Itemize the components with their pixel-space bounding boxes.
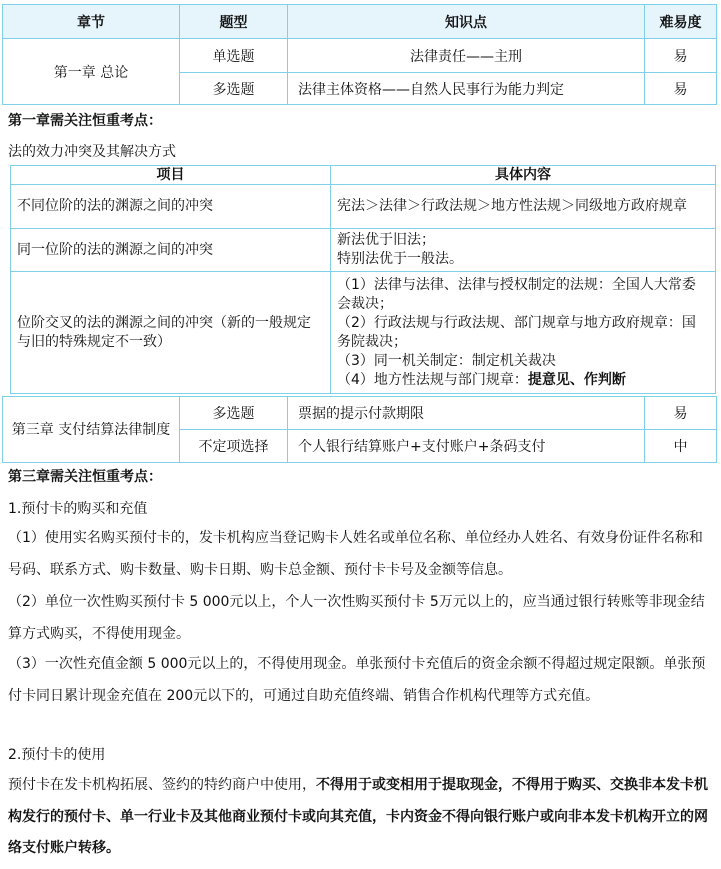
table-row — [3, 39, 717, 73]
table-row — [11, 229, 716, 272]
point-cell: 法律主体资格——自然人民事行为能力判定 — [288, 73, 645, 105]
chapter3-key-points-heading: 第三章需关注恒重考点： — [8, 469, 162, 485]
chapter1-key-points-heading: 第一章需关注恒重考点： — [8, 113, 162, 129]
point-cell: 票据的提示付款期限 — [288, 397, 645, 430]
content-cell: 宪法＞法律＞行政法规＞地方性法规＞同级地方政府规章 — [331, 185, 716, 229]
paragraph-1: （1）使用实名购买预付卡的，发卡机构应当登记购卡人姓名或单位名称、单位经办人姓名、有效身份证件名称和号码、联系方式、购卡数量、购卡日期、购卡总金额、预付卡卡号及金额等信息。 — [8, 530, 703, 578]
content-line: 新法优于旧法； — [337, 232, 435, 248]
difficulty-cell: 中 — [645, 430, 717, 463]
chapter3-summary-table — [2, 396, 717, 463]
paragraph-2: （2）单位一次性购买预付卡 5 000元以上，个人一次性购买预付卡 5万元以上的，应当通过银行转账等非现金结算方式购买，不得使用现金。 — [8, 594, 705, 642]
header-type: 题型 — [180, 5, 288, 39]
header-difficulty: 难易度 — [645, 5, 717, 39]
paragraph-3: （3）一次性充值金额 5 000元以上的，不得使用现金。单张预付卡充值后的资金余额不得超过规定限额。单张预付卡同日累计现金充值在 200元以下的，可通过自助充值终端、销售合作机构代理等方式充值。 — [8, 656, 706, 704]
header-point: 知识点 — [288, 5, 645, 39]
table-row — [11, 185, 716, 229]
chapter1-summary-table — [2, 4, 717, 105]
header-item: 项目 — [11, 166, 331, 185]
content-plain: （4）地方性法规与部门规章： — [337, 371, 528, 388]
header-chapter: 章节 — [3, 5, 180, 39]
type-cell: 多选题 — [180, 73, 288, 105]
difficulty-cell: 易 — [645, 73, 717, 105]
item-cell: 不同位阶的法的渊源之间的冲突 — [11, 185, 331, 229]
chapter-cell: 第一章 总论 — [3, 39, 180, 105]
point-cell: 个人银行结算账户+支付账户+条码支付 — [288, 430, 645, 463]
content-line: 特别法优于一般法。 — [337, 251, 463, 267]
difficulty-cell: 易 — [645, 39, 717, 73]
chapter-cell: 第三章 支付结算法律制度 — [3, 397, 180, 463]
conflict-table — [10, 165, 716, 394]
content-cell — [331, 272, 716, 394]
content-line: （3）同一机关制定：制定机关裁决 — [337, 352, 556, 369]
paragraph-4-bold: 不得用于或变相用于提取现金，不得用于购买、交换非本发卡机构发行的预付卡、单一行业卡及其他商业预付卡或向其充值，卡内资金不得向银行账户或向非本发卡机构开立的网络支付账户转移。 — [8, 777, 708, 856]
item-cell: 同一位阶的法的渊源之间的冲突 — [11, 229, 331, 272]
conflict-subtitle: 法的效力冲突及其解决方式 — [8, 144, 176, 160]
content-line — [337, 371, 709, 390]
table-header-row — [3, 5, 717, 39]
content-cell — [331, 229, 716, 272]
content-bold: 提意见、作判断 — [527, 371, 626, 388]
paragraph-4 — [8, 770, 710, 865]
table-header-row — [11, 166, 716, 185]
type-cell: 不定项选择 — [180, 430, 288, 463]
section2-title: 2.预付卡的使用 — [8, 747, 106, 763]
type-cell: 单选题 — [180, 39, 288, 73]
header-content: 具体内容 — [331, 166, 716, 185]
table-row — [3, 397, 717, 430]
type-cell: 多选题 — [180, 397, 288, 430]
table-row — [11, 272, 716, 394]
item-cell: 位阶交叉的法的渊源之间的冲突（新的一般规定与旧的特殊规定不一致） — [11, 272, 331, 394]
section1-title: 1.预付卡的购买和充值 — [8, 501, 148, 517]
paragraph-4-plain: 预付卡在发卡机构拓展、签约的特约商户中使用， — [8, 777, 316, 793]
point-cell: 法律责任——主刑 — [288, 39, 645, 73]
content-line: （1）法律与法律、法律与授权制定的法规：全国人大常委会裁决； — [337, 276, 696, 312]
difficulty-cell: 易 — [645, 397, 717, 430]
content-line: （2）行政法规与行政法规、部门规章与地方政府规章：国务院裁决； — [337, 314, 696, 350]
